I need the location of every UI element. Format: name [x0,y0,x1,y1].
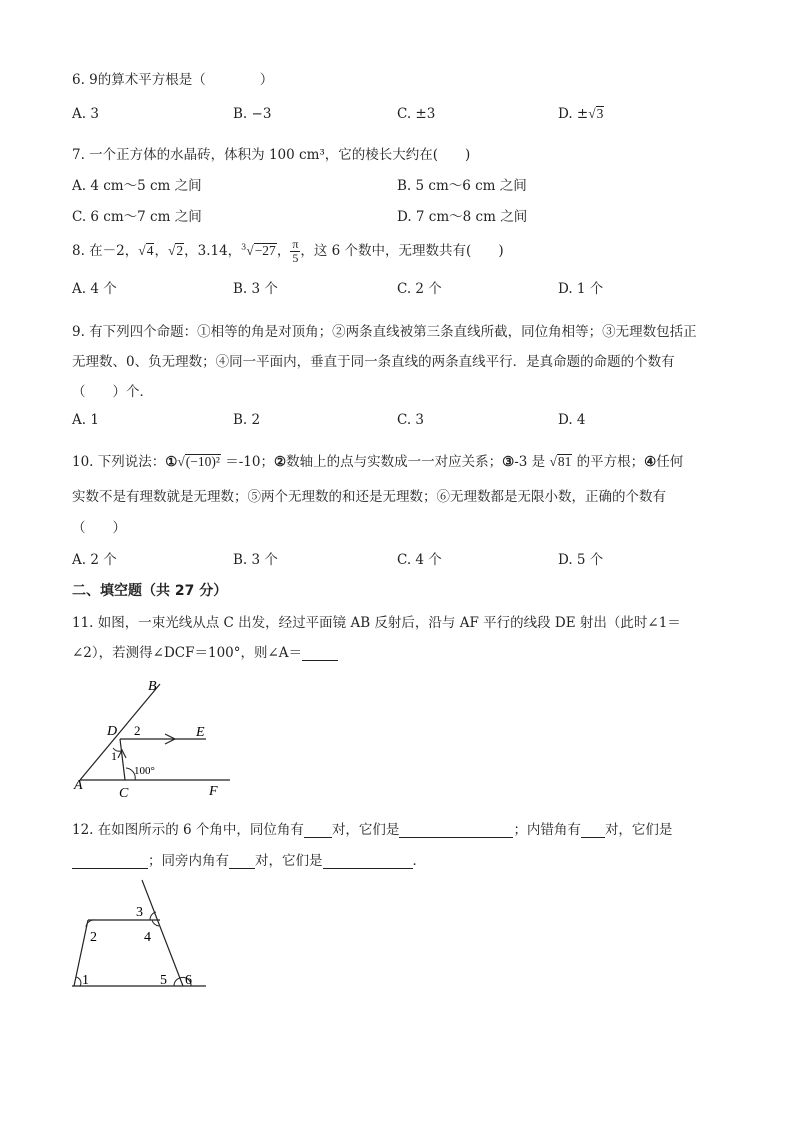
q10-text-3a: -3 是 [514,454,550,470]
q10-circle-1: ① [165,454,178,470]
q8-prefix: 8. 在－2， [72,243,139,259]
q10-line1: 10. 下列说法：①√(−10)² ＝-10；②数轴上的点与实数成一一对应关系；③-3 是 √81 的平方根；④任何 [72,454,684,470]
q6-option-a: A. 3 [72,106,99,122]
q6-option-d-radicand: 3 [596,106,604,121]
q12-text-c: ；内错角有 [513,822,581,838]
q8-option-c: C. 2 个 [397,281,442,297]
q7-option-a: A. 4 cm～5 cm 之间 [72,178,202,194]
q12-blank-corresponding-count[interactable] [304,823,332,838]
q8-option-a: A. 4 个 [72,281,117,297]
q7-option-b: B. 5 cm～6 cm 之间 [397,178,527,194]
q8-frac-num: π [292,237,299,251]
label-B: B [148,679,157,694]
q8-sqrt2: 2 [176,243,184,258]
q6-option-c: C. ±3 [397,106,436,122]
label-angle-6: 6 [185,973,192,988]
q10-radical-81: 81 [557,454,572,469]
label-angle-2: 2 [90,930,97,945]
q8-option-b: B. 3 个 [233,281,278,297]
q10-option-c: C. 4 个 [397,552,442,568]
q12-figure [66,874,216,994]
q11-line1: 11. 如图，一束光线从点 C 出发，经过平面镜 AB 反射后，沿与 AF 平行的线段 DE 射出（此时∠1＝ [72,615,681,631]
q10-option-b: B. 3 个 [233,552,278,568]
q12-blank-same-side-count[interactable] [229,854,255,869]
q8-sep2: ，3.14， [184,243,242,259]
q9-option-b: B. 2 [233,412,261,428]
q10-text-1: ＝-10； [220,454,274,470]
q6-option-d: D. ±√3 [558,106,604,122]
q12-blank-same-side-list[interactable] [323,854,413,869]
q11-answer-blank[interactable] [302,646,338,661]
q12-text-b: 对，它们是 [331,822,400,838]
q10-option-a: A. 2 个 [72,552,117,568]
q9-option-a: A. 1 [72,412,99,428]
q9-line2: 无理数、0、负无理数；④同一平面内，垂直于同一条直线的两条直线平行．是真命题的命题的个数有 [72,354,675,370]
q12-text-e: ；同旁内角有 [148,853,229,869]
label-D: D [107,724,118,739]
q8-frac-den: 5 [292,251,299,265]
q8-sqrt4: 4 [146,243,154,258]
q10-text-4: 任何 [656,454,684,470]
q10-line2: 实数不是有理数就是无理数；⑤两个无理数的和还是无理数；⑥无理数都是无限小数，正确的个数有 [72,489,666,505]
q8-cube-index: 3 [241,242,247,252]
q10-prefix: 10. 下列说法： [72,454,166,470]
label-C: C [119,786,129,801]
label-A: A [74,778,83,793]
q12-blank-corresponding-list[interactable] [399,823,513,838]
q8-pi-over-5 [290,238,300,265]
q12-blank-alternate-list[interactable] [72,854,148,869]
q8-cbrt-neg27: −27 [254,243,276,258]
q6-option-b: B. −3 [233,106,272,122]
section-2-title: 二、填空题（共 27 分） [72,583,228,599]
q10-text-3b: 的平方根； [572,454,645,470]
q12-text-f: 对，它们是 [255,853,323,869]
ray-cd [120,739,125,780]
q11-figure [68,672,248,802]
q8-stem: 8. 在－2，√4，√2，3.14，$^3$√−27， $\frac{\pi}{5}$ ，这 6 个数中，无理数共有( ) [72,237,504,265]
angle-1-arc [76,977,81,986]
q12-line1 [72,818,672,838]
q10-circle-2: ② [273,454,287,470]
label-E: E [196,725,205,740]
label-angle-1: 1 [111,749,117,763]
angle-5-arc [174,978,180,986]
q6-option-d-prefix: D. ± [558,106,589,122]
label-angle-4: 4 [144,930,151,945]
q10-text-2: 数轴上的点与实数成一一对应关系； [286,454,503,470]
label-100-degrees: 100° [134,765,155,777]
q12-text-g: ． [412,853,426,869]
q10-circle-4: ④ [644,454,657,470]
q9-option-d: D. 4 [558,412,586,428]
q9-line3: （ ）个． [72,384,153,400]
q7-option-c: C. 6 cm～7 cm 之间 [72,209,202,225]
label-angle-1: 1 [82,973,89,988]
q12-line2 [72,849,426,869]
q8-suffix: ，这 6 个数中，无理数共有( ) [300,243,504,259]
q10-line3: （ ） [72,520,126,536]
q11-line2 [72,641,338,661]
q10-option-d: D. 5 个 [558,552,604,568]
q10-radical-1: (−10)² [185,454,220,469]
q6-stem: 6. 9的算术平方根是（ ） [72,72,274,88]
q9-line1: 9. 有下列四个命题：①相等的角是对顶角；②两条直线被第三条直线所截，同位角相等；③无理数包括正 [72,324,697,340]
q10-circle-3: ③ [502,454,515,470]
q11-line2-text: ∠2），若测得∠DCF＝100°，则∠A＝ [72,645,303,661]
label-angle-2: 2 [134,723,141,738]
q12-blank-alternate-count[interactable] [581,823,605,838]
q7-option-d: D. 7 cm～8 cm 之间 [397,209,528,225]
q9-option-c: C. 3 [397,412,425,428]
label-angle-3: 3 [136,905,143,920]
q8-option-d: D. 1 个 [558,281,604,297]
q12-text-d: 对，它们是 [604,822,673,838]
q8-sep1: ， [154,243,168,259]
q12-text-a: 12. 在如图所示的 6 个角中，同位角有 [72,822,304,838]
q7-stem: 7. 一个正方体的水晶砖，体积为 100 cm³，它的棱长大约在( ) [72,147,471,163]
q8-sep3: ， [276,243,291,259]
label-angle-5: 5 [160,973,167,988]
label-F: F [209,784,218,799]
